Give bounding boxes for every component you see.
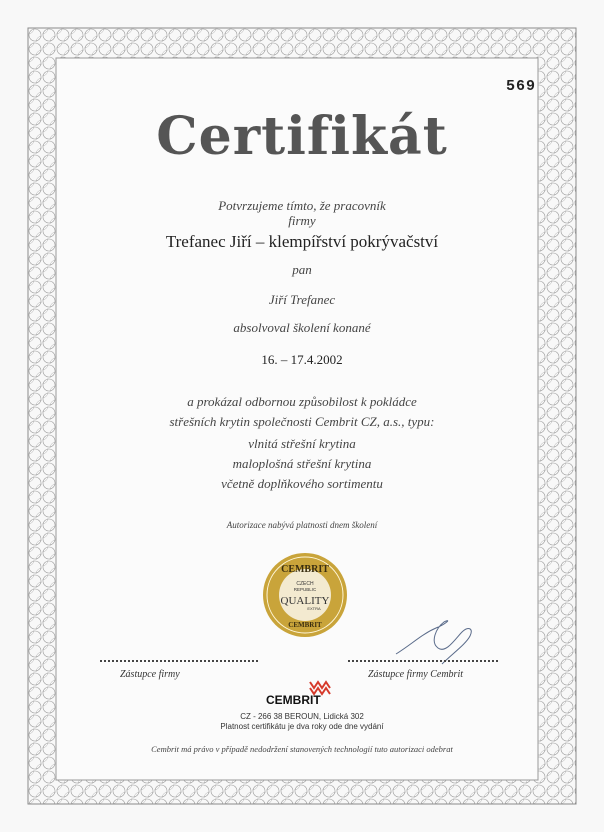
proof-line-1: a prokázal odbornou způsobilost k pokládce (187, 394, 417, 409)
logo-text: CEMBRIT (266, 693, 321, 706)
quality-seal (262, 552, 348, 638)
seal-inner-1: CZECH (296, 581, 314, 587)
cembrit-logo (262, 680, 342, 706)
roof-type-3: včetně doplňkového sortimentu (221, 476, 383, 491)
footer-note: Cembrit má právo v případě nedodržení stanovených technologií tuto autorizaci odebrat (151, 744, 453, 754)
left-signature-line (100, 660, 258, 662)
confirm-line-2: firmy (288, 213, 316, 228)
salutation: pan (292, 262, 312, 277)
seal-inner-2: REPUBLIC (293, 587, 317, 592)
address: CZ - 266 38 BEROUN, Lidická 302 (240, 712, 364, 721)
training-dates: 16. – 17.4.2002 (261, 352, 343, 367)
left-signature-label: Zástupce firmy (120, 669, 180, 680)
proof-line-2: střešních krytin společnosti Cembrit CZ, a.s., typu: (169, 414, 435, 429)
certificate-title: Certifikát (156, 106, 448, 167)
authorization-note: Autorizace nabývá platnosti dnem školení (226, 520, 378, 530)
confirm-line-1: Potvrzujeme tímto, že pracovník (218, 198, 386, 213)
seal-top-text: CEMBRIT (281, 564, 329, 575)
serial-number: 569 (505, 78, 536, 95)
person-name: Jiří Trefanec (268, 292, 336, 307)
right-signature-line (348, 660, 498, 662)
seal-quality: QUALITY (280, 595, 330, 607)
roof-type-2: maloplošná střešní krytina (232, 456, 372, 471)
validity-note: Platnost certifikátu je dva roky ode dne vydání (220, 722, 384, 731)
training-line: absolvoval školení konané (233, 320, 371, 335)
seal-extra: EXTRA (307, 606, 321, 611)
seal-bottom-text: CEMBRIT (288, 621, 322, 629)
company-name: Trefanec Jiří – klempířství pokrývačství (165, 232, 439, 251)
right-signature-label: Zástupce firmy Cembrit (368, 669, 463, 680)
roof-type-1: vlnitá střešní krytina (248, 436, 356, 451)
